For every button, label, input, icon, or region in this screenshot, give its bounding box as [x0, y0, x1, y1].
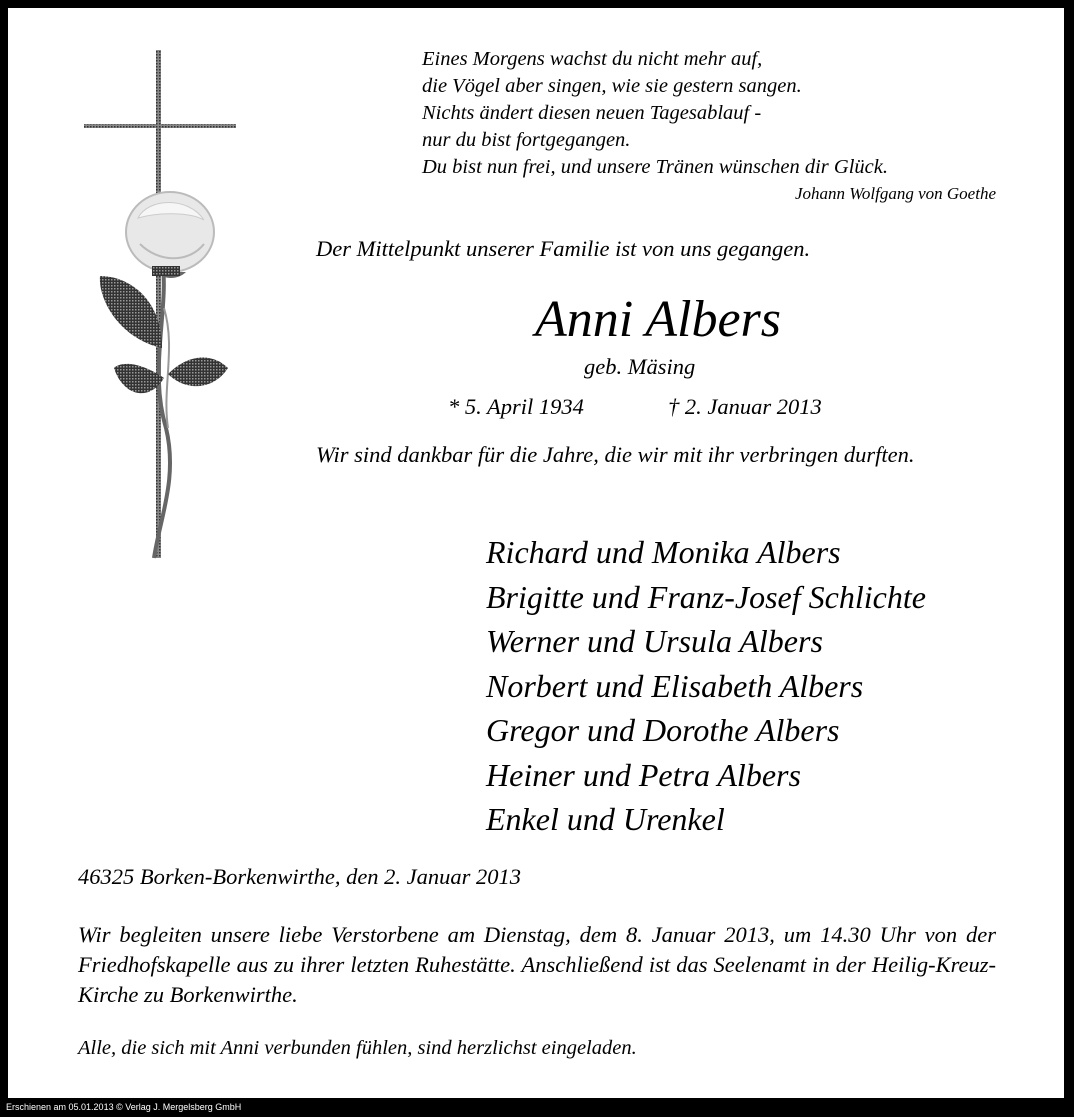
poem-line: nur du bist fortgegangen. [422, 129, 631, 151]
intro-text: Der Mittelpunkt unserer Familie ist von uns gegangen. [316, 236, 811, 261]
poem-author: Johann Wolfgang von Goethe [795, 184, 996, 203]
poem [422, 46, 888, 181]
maiden-name: geb. Mäsing [584, 354, 696, 379]
place-and-date: 46325 Borken-Borkenwirthe, den 2. Januar 2013 [78, 864, 522, 889]
publication-footer: Erschienen am 05.01.2013 © Verlag J. Mergelsberg GmbH [0, 1098, 1074, 1117]
family-member: Heiner und Petra Albers [486, 756, 801, 793]
funeral-details: Wir begleiten unsere liebe Verstorbene am Dienstag, dem 8. Januar 2013, um 14.30 Uhr von der Friedhofskapelle aus zu ihrer letzten Ruhestätte. Anschließend ist das Seelenamt in der Heilig-Kreuz-Kirche zu Borkenwirthe. [78, 922, 996, 1007]
death-date: † 2. Januar 2013 [668, 394, 822, 419]
family-member: Gregor und Dorothe Albers [486, 712, 840, 748]
deceased-name: Anni Albers [534, 291, 782, 348]
family-member: Werner und Ursula Albers [486, 623, 823, 659]
poem-line: Nichts ändert diesen neuen Tagesablauf - [422, 102, 762, 124]
poem-line: Eines Morgens wachst du nicht mehr auf, [422, 48, 763, 70]
poem-line: Du bist nun frei, und unsere Tränen wünschen dir Glück. [422, 156, 888, 178]
thanks-text: Wir sind dankbar für die Jahre, die wir mit ihr verbringen durften. [316, 442, 915, 467]
obituary-notice [8, 8, 1064, 1098]
family-list [486, 530, 926, 842]
family-member: Enkel und Urenkel [486, 801, 725, 837]
invitation-text: Alle, die sich mit Anni verbunden fühlen, sind herzlichst eingeladen. [78, 1037, 637, 1059]
birth-date: * 5. April 1934 [448, 394, 584, 419]
family-member: Richard und Monika Albers [486, 534, 841, 570]
poem-line: die Vögel aber singen, wie sie gestern sangen. [422, 75, 802, 97]
family-member: Brigitte und Franz-Josef Schlichte [486, 578, 926, 615]
family-member: Norbert und Elisabeth Albers [486, 667, 864, 704]
